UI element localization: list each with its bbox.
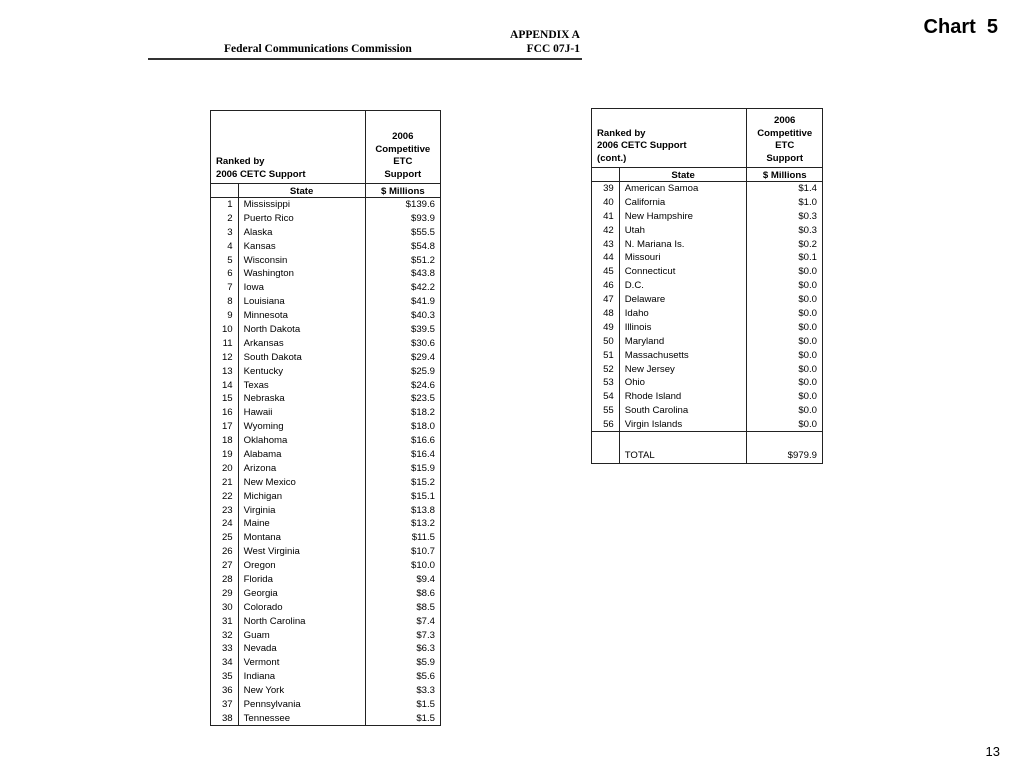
state-cell: Kansas [238,239,365,253]
table-row [592,418,823,432]
table-row [592,348,823,362]
rank-cell: 47 [592,293,620,307]
value-cell: $139.6 [405,199,435,211]
value-column-header: $ Millions [365,184,440,198]
state-cell: Minnesota [238,309,365,323]
value-cell: $10.7 [410,546,435,558]
state-cell: Georgia [238,586,365,600]
value-cell: $0.0 [798,307,817,319]
table-row [211,211,441,225]
value-cell: $30.6 [410,337,435,349]
value-cell: $5.6 [416,671,435,683]
rank-column-header [211,184,239,198]
ranking-title-line: (cont.) [597,152,627,164]
state-cell: New Hampshire [619,209,747,223]
state-cell: Oregon [238,559,365,573]
value-cell: $24.6 [410,379,435,391]
value-cell: $0.0 [798,349,817,361]
value-cell: $23.5 [410,393,435,405]
value-cell: $15.2 [410,476,435,488]
table-row [211,295,441,309]
value-cell: $8.5 [416,601,435,613]
table-row [211,531,441,545]
table-row [211,281,441,295]
state-cell: Delaware [619,293,747,307]
value-cell: $93.9 [410,212,435,224]
rank-cell: 51 [592,348,620,362]
metric-title-line: 2006 [392,131,414,142]
ranking-title [211,111,366,184]
value-cell: $0.0 [798,280,817,292]
rank-cell: 25 [211,531,239,545]
state-cell: Wyoming [238,420,365,434]
table-row [211,350,441,364]
state-cell: Connecticut [619,265,747,279]
rank-cell: 5 [211,253,239,267]
state-cell: Illinois [619,320,747,334]
state-cell: North Carolina [238,614,365,628]
value-cell: $43.8 [410,268,435,280]
ranking-title-line: 2006 CETC Support [597,140,687,151]
table-row [592,237,823,251]
rank-cell: 32 [211,628,239,642]
table-row [211,711,441,725]
value-cell: $0.2 [798,238,817,250]
state-cell: Alaska [238,225,365,239]
value-cell: $1.5 [416,699,435,710]
value-cell: $0.0 [798,418,817,430]
value-cell: $0.0 [798,335,817,347]
table-row [211,586,441,600]
value-cell: $1.4 [798,183,817,195]
table-row [592,362,823,376]
metric-title-line: Support [384,168,422,180]
table-row [592,404,823,418]
value-cell: $15.1 [410,490,435,502]
state-cell: Ohio [619,376,747,390]
value-cell: $40.3 [410,310,435,322]
ranking-table-left [210,110,441,726]
value-cell: $8.6 [416,587,435,599]
table-row [592,279,823,293]
state-cell: D.C. [619,279,747,293]
table-row [211,336,441,350]
ranking-rows-left [211,198,441,726]
value-cell: $0.0 [798,363,817,375]
state-cell: Arizona [238,461,365,475]
rank-cell: 20 [211,461,239,475]
state-column-header: State [619,168,747,182]
rank-cell: 56 [592,418,620,432]
state-cell: Florida [238,573,365,587]
table-row [592,251,823,265]
table-row [211,392,441,406]
table-row [592,376,823,390]
value-cell: $54.8 [410,240,435,252]
ranking-title-line: Ranked by [597,127,646,139]
table-row [592,293,823,307]
table-row [211,517,441,531]
value-cell: $16.4 [410,448,435,460]
rank-cell: 9 [211,309,239,323]
rank-cell: 29 [211,586,239,600]
value-cell: $29.4 [410,351,435,363]
rank-cell: 48 [592,307,620,321]
value-cell: $42.2 [410,282,435,294]
table-row [211,503,441,517]
state-cell: Mississippi [238,198,365,212]
value-cell: $1.5 [416,712,435,724]
ranking-title-line: 2006 CETC Support [216,168,306,180]
rank-cell: 38 [211,711,239,725]
value-cell: $0.0 [798,266,817,278]
rank-cell: 50 [592,334,620,348]
total-row [592,432,823,464]
rank-cell: 24 [211,517,239,531]
table-row [211,406,441,420]
table-row [592,182,823,196]
state-cell: Missouri [619,251,747,265]
rank-cell: 19 [211,448,239,462]
table-row [211,475,441,489]
rank-cell: 26 [211,545,239,559]
state-cell: Maryland [619,334,747,348]
rank-cell: 12 [211,350,239,364]
slide-title: Chart 5 [923,16,998,38]
state-cell: Indiana [238,670,365,684]
state-cell: Louisiana [238,295,365,309]
state-cell: Maine [238,517,365,531]
table-row [592,320,823,334]
value-cell: $55.5 [410,226,435,238]
rank-cell: 11 [211,336,239,350]
state-cell: Iowa [238,281,365,295]
state-cell: Arkansas [238,336,365,350]
rank-cell: 15 [211,392,239,406]
value-cell: $10.0 [410,560,435,572]
rank-cell: 40 [592,195,620,209]
table-row [592,307,823,321]
table-row [211,545,441,559]
value-cell: $6.3 [416,643,435,655]
table-row [211,239,441,253]
total-value: $979.9 [747,432,823,464]
rank-cell: 1 [211,198,239,212]
agency-name: Federal Communications Commission [224,43,412,55]
state-cell: Nevada [238,642,365,656]
rank-cell: 21 [211,475,239,489]
state-cell: Vermont [238,656,365,670]
state-cell: West Virginia [238,545,365,559]
table-row [592,334,823,348]
table-row [211,614,441,628]
table-row [211,642,441,656]
rank-cell: 42 [592,223,620,237]
rank-cell: 53 [592,376,620,390]
table-row [211,489,441,503]
state-cell: Michigan [238,489,365,503]
state-cell: Kentucky [238,364,365,378]
table-row [211,698,441,712]
document-id: FCC 07J-1 [526,43,580,55]
state-cell: Hawaii [238,406,365,420]
rank-cell: 27 [211,559,239,573]
state-cell: Texas [238,378,365,392]
page-number: 13 [985,744,1000,759]
state-cell: Tennessee [238,711,365,725]
table-row [211,420,441,434]
state-cell: N. Mariana Is. [619,237,747,251]
rank-cell: 3 [211,225,239,239]
table-row [211,656,441,670]
state-cell: Nebraska [238,392,365,406]
state-cell: Massachusetts [619,348,747,362]
table-row [592,265,823,279]
appendix-label: APPENDIX A [510,29,580,41]
table-row [211,225,441,239]
value-cell: $41.9 [410,296,435,308]
table-row [211,559,441,573]
state-cell: New Jersey [619,362,747,376]
table-row [592,195,823,209]
rank-cell: 17 [211,420,239,434]
rank-cell: 43 [592,237,620,251]
value-cell: $18.0 [410,421,435,433]
rank-cell: 34 [211,656,239,670]
value-cell: $5.9 [416,657,435,669]
rank-cell: 28 [211,573,239,587]
rank-cell: 37 [211,698,239,712]
rank-cell: 13 [211,364,239,378]
rank-cell: 33 [211,642,239,656]
state-cell: New Mexico [238,475,365,489]
state-cell: North Dakota [238,323,365,337]
state-cell: Washington [238,267,365,281]
table-row [211,448,441,462]
state-cell: Idaho [619,307,747,321]
state-cell: Oklahoma [238,434,365,448]
value-cell: $18.2 [410,407,435,419]
state-cell: Virginia [238,503,365,517]
ranking-title [592,109,747,168]
value-cell: $25.9 [410,365,435,377]
rank-cell: 8 [211,295,239,309]
table-row [211,378,441,392]
table-row [211,198,441,212]
value-cell: $0.3 [798,224,817,236]
state-cell: Guam [238,628,365,642]
rank-cell: 39 [592,182,620,196]
state-cell: American Samoa [619,182,747,196]
header-rule [148,58,582,60]
rank-cell: 23 [211,503,239,517]
rank-cell: 54 [592,390,620,404]
rank-cell: 44 [592,251,620,265]
ranking-title-line: Ranked by [216,156,265,167]
table-row [211,364,441,378]
rank-cell: 46 [592,279,620,293]
table-row [211,684,441,698]
total-rank-cell [592,432,620,464]
rank-cell: 18 [211,434,239,448]
rank-cell: 6 [211,267,239,281]
rank-cell: 55 [592,404,620,418]
metric-title-line: ETC [393,156,413,167]
value-cell: $0.3 [798,210,817,222]
state-cell: South Carolina [619,404,747,418]
table-row [211,573,441,587]
value-cell: $0.0 [798,377,817,389]
metric-title-line: 2006 [774,115,796,126]
rank-cell: 45 [592,265,620,279]
metric-title [747,109,823,168]
value-cell: $0.0 [798,405,817,417]
value-cell: $0.0 [798,321,817,333]
value-cell: $51.2 [410,254,435,266]
table-row [211,323,441,337]
total-label: TOTAL [619,432,747,464]
table-row [211,600,441,614]
metric-title-line: Competitive [757,127,813,139]
state-cell: Rhode Island [619,390,747,404]
state-cell: Wisconsin [238,253,365,267]
rank-cell: 41 [592,209,620,223]
value-cell: $13.2 [410,518,435,530]
value-cell: $0.0 [798,294,817,306]
state-cell: Puerto Rico [238,211,365,225]
rank-cell: 35 [211,670,239,684]
value-cell: $1.0 [798,196,817,208]
state-cell: Alabama [238,448,365,462]
metric-title-line: Support [766,152,804,164]
ranking-table-right [591,108,823,464]
value-cell: $16.6 [410,435,435,447]
rank-cell: 31 [211,614,239,628]
table-row [211,434,441,448]
table-row [211,267,441,281]
state-cell: New York [238,684,365,698]
value-cell: $7.4 [416,615,435,627]
metric-title-line: ETC [775,140,795,151]
value-cell: $7.3 [416,629,435,641]
rank-cell: 7 [211,281,239,295]
value-cell: $3.3 [416,685,435,697]
state-column-header: State [238,184,365,198]
rank-column-header [592,168,620,182]
value-cell: $13.8 [410,504,435,516]
rank-cell: 49 [592,320,620,334]
value-cell: $0.0 [798,391,817,403]
state-cell: Pennsylvania [238,698,365,712]
table-row [592,390,823,404]
state-cell: Montana [238,531,365,545]
rank-cell: 2 [211,211,239,225]
rank-cell: 36 [211,684,239,698]
table-row [211,670,441,684]
table-row [592,209,823,223]
rank-cell: 52 [592,362,620,376]
value-column-header: $ Millions [747,168,823,182]
table-row [211,461,441,475]
rank-cell: 10 [211,323,239,337]
state-cell: California [619,195,747,209]
state-cell: Colorado [238,600,365,614]
metric-title [365,111,440,184]
value-cell: $9.4 [416,573,435,585]
value-cell: $15.9 [410,462,435,474]
value-cell: $0.1 [798,252,817,264]
state-cell: Virgin Islands [619,418,747,432]
rank-cell: 4 [211,239,239,253]
document-header [148,26,582,62]
rank-cell: 22 [211,489,239,503]
table-row [592,223,823,237]
value-cell: $39.5 [410,323,435,335]
value-cell: $11.5 [411,532,435,544]
ranking-rows-right [592,182,823,432]
rank-cell: 16 [211,406,239,420]
state-cell: South Dakota [238,350,365,364]
table-row [211,309,441,323]
metric-title-line: Competitive [375,143,431,155]
table-row [211,628,441,642]
rank-cell: 30 [211,600,239,614]
table-row [211,253,441,267]
state-cell: Utah [619,223,747,237]
rank-cell: 14 [211,378,239,392]
